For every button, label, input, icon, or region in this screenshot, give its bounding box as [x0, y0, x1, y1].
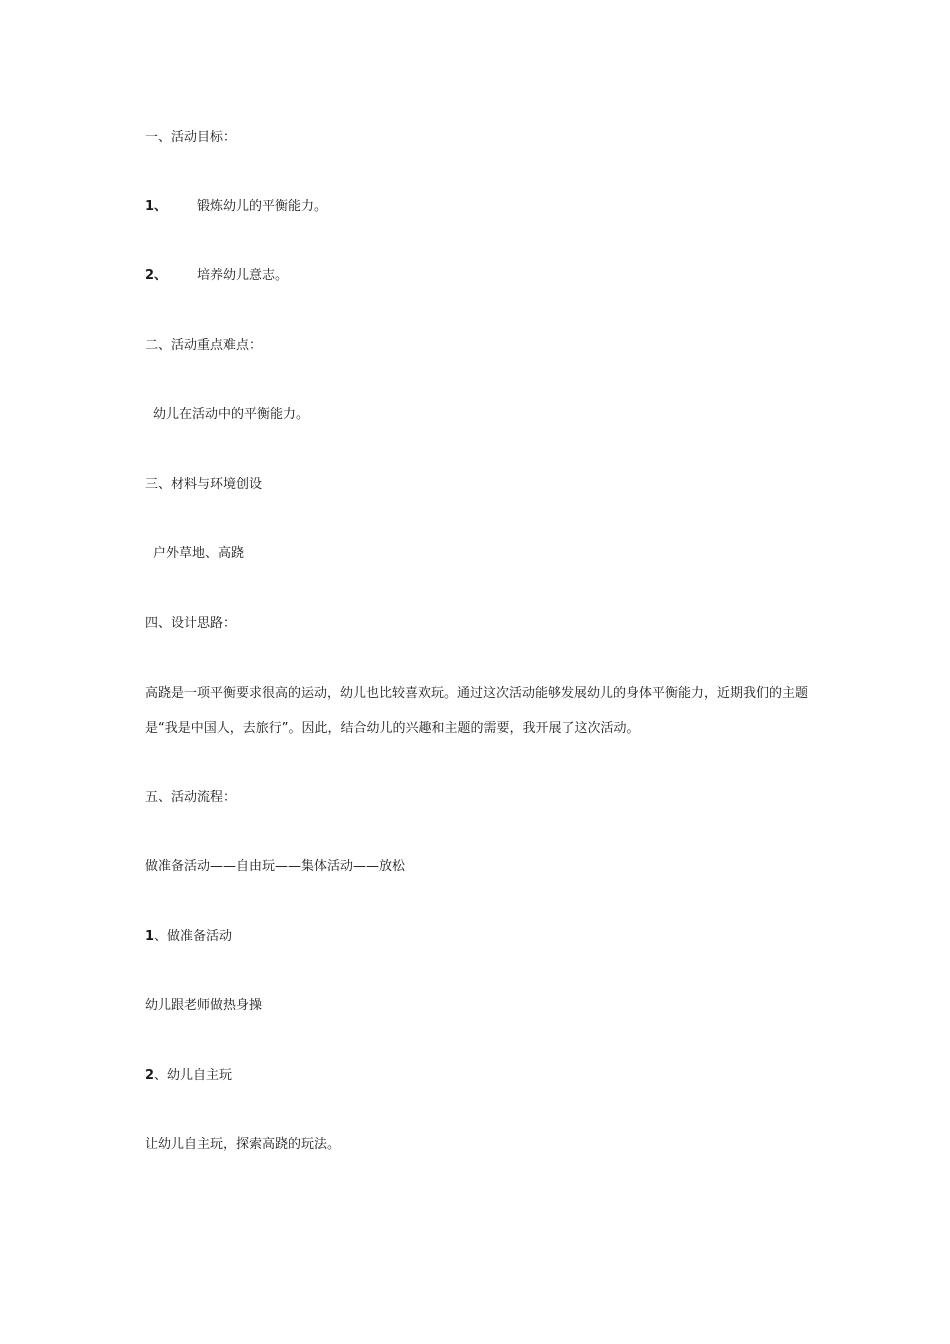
step-2-text: 让幼儿自主玩，探索高跷的玩法。	[145, 1137, 341, 1152]
flow-summary: 做准备活动——自由玩——集体活动——放松	[145, 859, 406, 874]
goal-1-number: 1、	[145, 199, 168, 214]
goal-2-text: 培养幼儿意志。	[197, 268, 289, 283]
key-points-text: 幼儿在活动中的平衡能力。	[153, 407, 310, 422]
step-1-text: 幼儿跟老师做热身操	[145, 998, 263, 1013]
step-1-title: 、做准备活动	[154, 929, 233, 944]
section-heading-goals: 一、活动目标：	[145, 130, 237, 145]
step-1-heading	[145, 929, 232, 945]
step-2-heading	[145, 1068, 232, 1084]
step-2-title: 、幼儿自主玩	[154, 1068, 233, 1083]
goal-2-number: 2、	[145, 268, 168, 283]
section-heading-design: 四、设计思路：	[145, 616, 237, 631]
step-2-number: 2	[145, 1068, 155, 1083]
goal-item-2	[145, 268, 288, 284]
section-heading-materials: 三、材料与环境创设	[145, 477, 263, 492]
step-1-number: 1	[145, 929, 155, 944]
goal-1-text: 锻炼幼儿的平衡能力。	[197, 199, 328, 214]
section-heading-key-points: 二、活动重点难点：	[145, 338, 263, 353]
goal-item-1	[145, 199, 327, 215]
design-paragraph: 高跷是一项平衡要求很高的运动，幼儿也比较喜欢玩。通过这次活动能够发展幼儿的身体平衡能力，近期我们的主题是“我是中国人，去旅行”。因此，结合幼儿的兴趣和主题的需要，我开展了这次活动。	[145, 686, 809, 736]
materials-text: 户外草地、高跷	[153, 546, 245, 561]
section-heading-flow: 五、活动流程：	[145, 790, 237, 805]
